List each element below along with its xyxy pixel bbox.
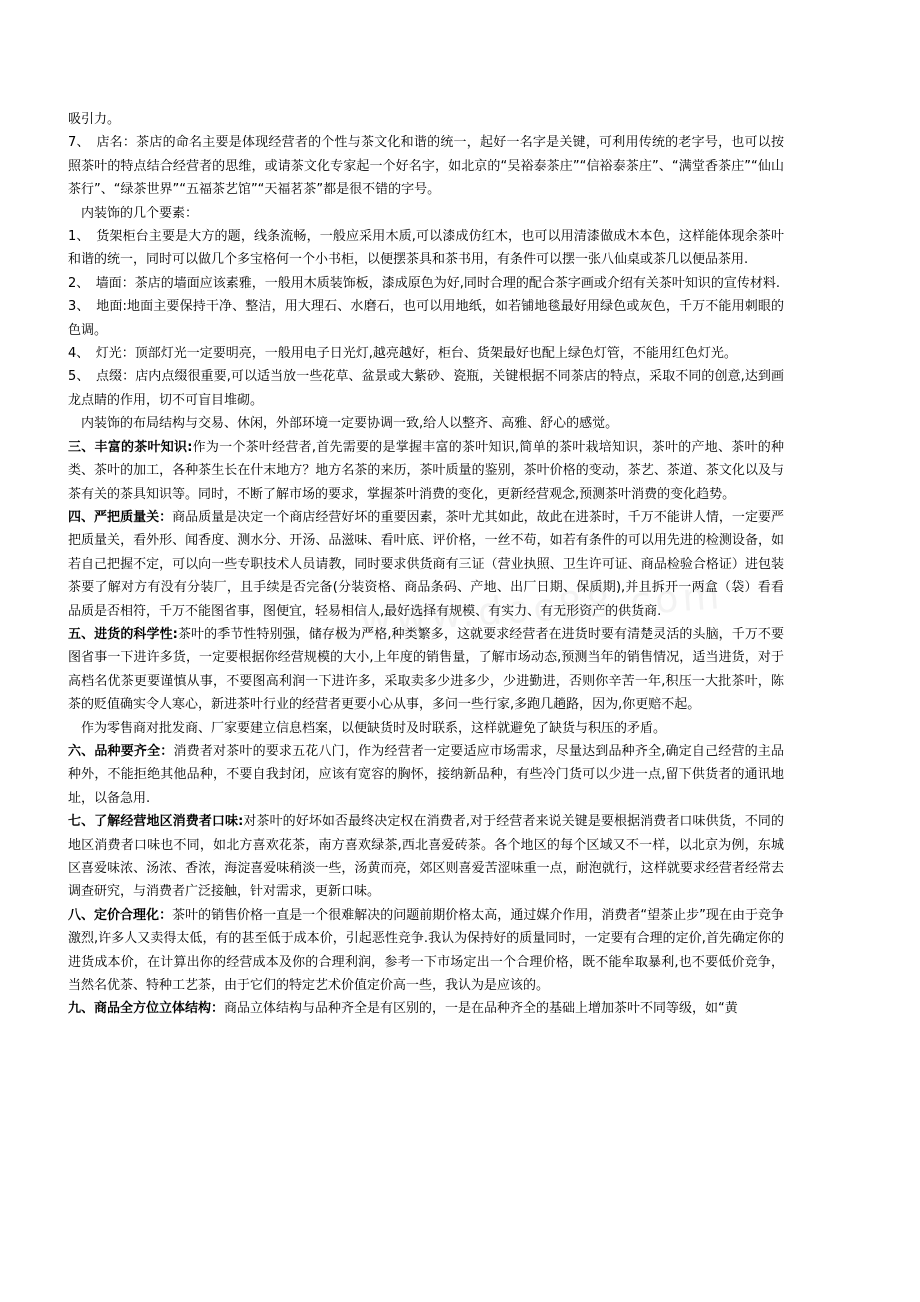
- section-variety: 六、品种要齐全：消费者对茶叶的要求五花八门，作为经营者一定要适应市场需求，尽量达到品种齐全,确定自己经营的主品种外，不能拒绝其他品种，不要自我封闭，应该有宽容的胸怀，接纳新品种，有些冷门货可以少进一点,留下供货者的通讯地址，以备急用.: [68, 743, 784, 806]
- paragraph-continuation: 吸引力。: [68, 112, 121, 127]
- section-heading: 四、严把质量关：: [68, 509, 173, 525]
- section-quality-control: 四、严把质量关：商品质量是决定一个商店经营好坏的重要因素，茶叶尤其如此，故此在进茶时，千万不能讲人情，一定要严把质量关，看外形、闻香度、测水分、开汤、品滋味、看叶底、评价格，一丝不苟，如若有条件的可以用先进的检测设备，如若自己把握不定，可以向一些专职技术人员请教，同时要求供货商有三证（营业执照、卫生许可证、商品检验合格证）进包装茶要了解对方有没有分装厂，且手续是否完备(分装资格、商品条码、产地、出厂日期、保质期),并且拆开一两盒（袋）看看品质是否相符，千万不能图省事，图便宜，轻易相信人,最好选择有规模、有实力、有无形资产的供货商.: [68, 509, 784, 619]
- paragraph-decoration: 5、 点缀：店内点缀很重要,可以适当放一些花草、盆景或大紫砂、瓷瓶，关键根据不同茶店的特点，采取不同的创意,达到画龙点睛的作用，切不可盲目堆砌。: [68, 369, 784, 408]
- section-purchasing: 五、进货的科学性:茶叶的季节性特别强，储存极为严格,种类繁多，这就要求经营者在进货时要有清楚灵活的头脑，千万不要图省事一下进许多货，一定要根据你经营规模的大小,上年度的销售量，了解市场动态,预测当年的销售情况，适当进货，对于高档名优茶更要谨慎从事，不要图高利润一下进许多，采取卖多少进多少，少进勤进，否则你辛苦一年,积压一大批茶叶，陈茶的贬值确实令人寒心，新进茶叶行业的经营者更要小心从事，多问一些行家,多跑几趟路，因为,你更赔不起。: [68, 626, 785, 713]
- document-body: [68, 108, 784, 1021]
- paragraph-floor: 3、 地面:地面主要保持干净、整洁，用大理石、水磨石，也可以用地纸，如若铺地毯最好用绿色或灰色，千万不能用刺眼的色调。: [68, 299, 784, 338]
- section-heading: 七、了解经营地区消费者口味:: [68, 814, 244, 830]
- section-heading: 六、品种要齐全：: [68, 743, 174, 759]
- section-heading: 五、进货的科学性:: [68, 626, 178, 642]
- paragraph-wall: 2、 墙面：茶店的墙面应该素雅，一般用木质装饰板，漆成原色为好,同时合理的配合茶字画或介绍有关茶叶知识的宣传材料.: [68, 275, 781, 291]
- section-tea-knowledge: 三、丰富的茶叶知识:作为一个茶叶经营者,首先需要的是掌握丰富的茶叶知识,简单的茶叶栽培知识，茶叶的产地、茶叶的种类、茶叶的加工，各种茶生长在什末地方？地方名茶的来历，茶叶质量的鉴别，茶叶价格的变动，茶艺、茶道、茶文化以及与茶有关的茶具知识等。同时，不断了解市场的要求，掌握茶叶消费的变化，更新经营观念,预测茶叶消费的变化趋势。: [68, 439, 785, 502]
- section-regional-taste: 七、了解经营地区消费者口味:对茶叶的好坏如否最终决定权在消费者,对于经营者来说关键是要根据消费者口味供货，不同的地区消费者口味也不同，如北方喜欢花茶，南方喜欢绿茶,西北喜爱砖茶。各个地区的每个区域又不一样，以北京为例，东城区喜爱味浓、汤浓、香浓，海淀喜爱味稍淡一些，汤黄而亮，郊区则喜爱苦涩味重一点，耐泡就行，这样就要求经营者经常去调查研究，与消费者广泛接触，针对需求，更新口味。: [68, 814, 785, 900]
- paragraph-shelf-counter: 1、 货架柜台主要是大方的题，线条流畅，一般应采用木质,可以漆成仿红木，也可以用清漆做成木本色，这样能体现余茶叶和谐的统一，同时可以做几个多宝格何一个小书柜，以便摆茶具和茶书用，有条件可以摆一张八仙桌或茶几以便品茶用.: [68, 229, 784, 268]
- paragraph-layout-summary: 内装饰的布局结构与交易、休闲，外部环境一定要协调一致,给人以整齐、高雅、舒心的感觉。: [81, 416, 619, 432]
- section-heading: 三、丰富的茶叶知识:: [68, 439, 193, 455]
- paragraph-lighting: 4、 灯光：顶部灯光一定要明亮，一般用电子日光灯,越亮越好，柜台、货架最好也配上绿色灯管，不能用红色灯光。: [68, 346, 737, 362]
- paragraph-supplier-records: 作为零售商对批发商、厂家要建立信息档案，以便缺货时及时联系，这样就避免了缺货与积压的矛盾。: [81, 720, 667, 736]
- section-heading: 八、定价合理化：: [68, 907, 173, 923]
- section-heading: 九、商品全方位立体结构：: [68, 1001, 225, 1017]
- section-pricing: 八、定价合理化：茶叶的销售价格一直是一个很难解决的问题前期价格太高，通过媒介作用，消费者“望茶止步”现在由于竞争激烈,许多人又卖得太低，有的甚至低于成本价，引起恶性竞争.我认为保持好的质量同时，一定要有合理的定价,首先确定你的进货成本价，在计算出你的经营成本及你的合理利润，参考一下市场定出一个合理价格，既不能牟取暴利,也不要低价竞争，当然名优茶、特种工艺茶，由于它们的特定艺术价值定价高一些，我认为是应该的。: [68, 907, 784, 994]
- paragraph-shop-name: 7、 店名：茶店的命名主要是体现经营者的个性与茶文化和谐的统一，起好一名字是关键，可利用传统的老字号，也可以按照茶叶的特点结合经营者的思维，或请茶文化专家起一个好名字，如北京的“吴裕泰茶庄”“信裕泰茶庄”、“满堂香茶庄”“仙山茶行”、“绿茶世界”“五福茶艺馆”“天福茗茶”都是很不错的字号。: [68, 135, 784, 198]
- section-product-structure: 九、商品全方位立体结构：商品立体结构与品种齐全是有区别的，一是在品种齐全的基础上增加茶叶不同等级，如“黄: [68, 1001, 738, 1017]
- paragraph-interior-elements-heading: 内装饰的几个要素：: [81, 205, 199, 221]
